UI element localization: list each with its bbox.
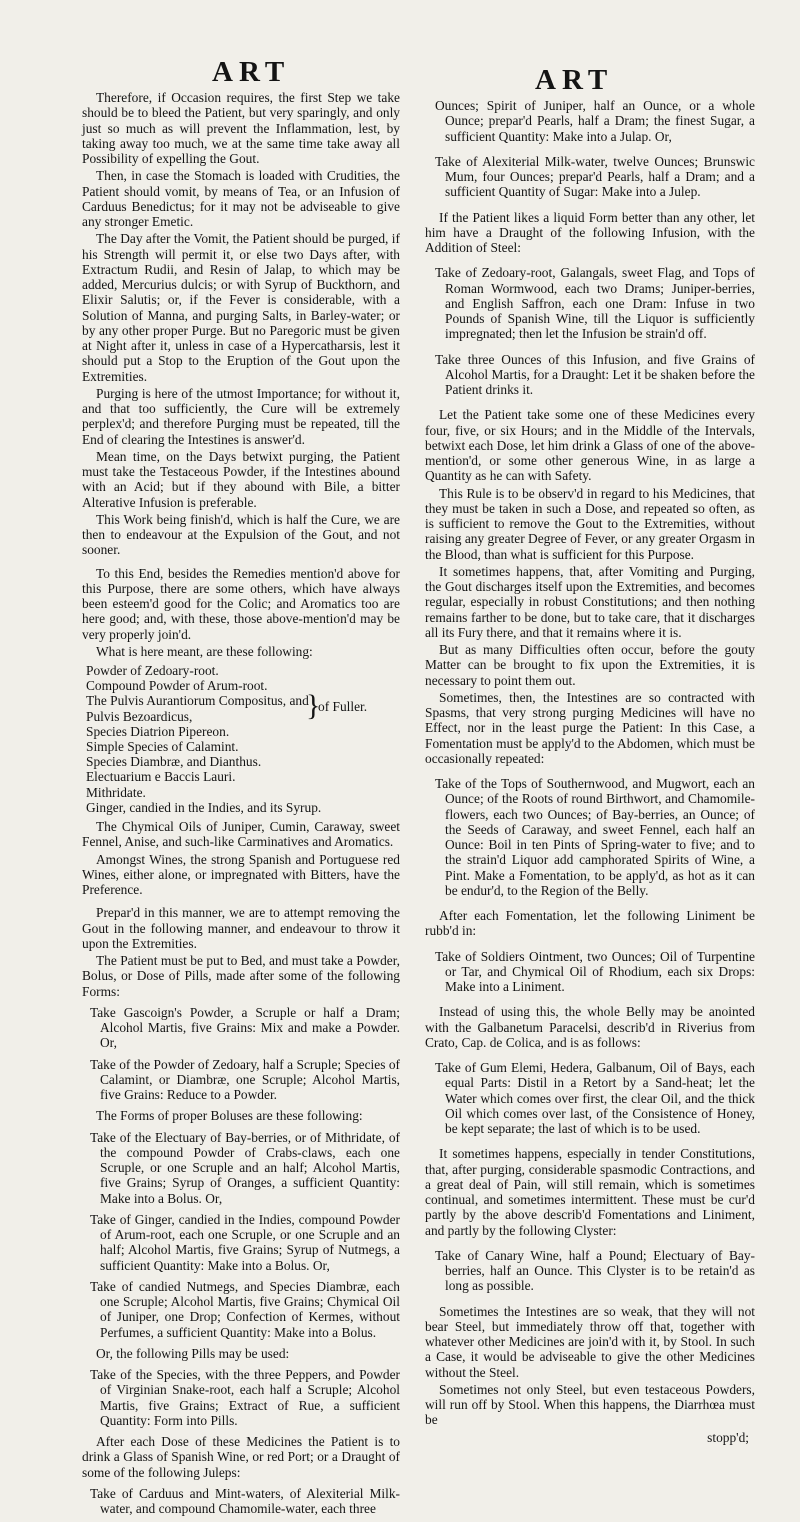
list-item: Mithridate. (86, 784, 146, 800)
prescription: Take of the Powder of Zedoary, half a Scruple; Species of Calamint, or Diambræ, one Scruple; Alcohol Martis, five Grains: Reduce to a Powder. (90, 1056, 400, 1103)
paragraph: Mean time, on the Days betwixt purging, the Patient must take the Testaceous Powder, if the Intestines abound with an Acid; but if they abound with Bile, a bitter Alterative Infusion is preferable. (82, 448, 400, 510)
list-item: Species Diatrion Pipereon. (86, 723, 230, 739)
right-column (425, 98, 755, 1445)
paragraph: Then, in case the Stomach is loaded with Crudities, the Patient should vomit, by means of Tea, or an Infusion of Carduus Benedictus; for it may not be adviseable to give any stronger Emetic. (82, 168, 400, 229)
paragraph: The Patient must be put to Bed, and must take a Powder, Bolus, or Dose of Pills, made after some of the following Forms: (82, 953, 400, 999)
prescription: Ounces; Spirit of Juniper, half an Ounce, or a whole Ounce; prepar'd Pearls, half a Dram; the finest Sugar, a sufficient Quantity: Make into a Julap. Or, (435, 98, 755, 144)
catchword: stopp'd; (707, 1429, 749, 1445)
paragraph: Sometimes, then, the Intestines are so contracted with Spasms, that very strong purging Medicines will have no Effect, nor in the least purge the Patient: In this Case, a Fomentation must be apply'd to the Abdomen, which must be occasionally repeated: (425, 689, 755, 766)
paragraph: After each Fomentation, let the following Liniment be rubb'd in: (425, 908, 755, 939)
prescription: Take of Canary Wine, half a Pound; Electuary of Bay-berries, half an Ounce. This Clyster is to be retain'd as long as possible. (435, 1247, 755, 1294)
fuller-attribution: of Fuller. (318, 699, 368, 715)
prescription: Take three Ounces of this Infusion, and five Grains of Alcohol Martis, for a Draught: Let it be shaken before the Patient drinks it. (435, 351, 755, 397)
paragraph: The Forms of proper Boluses are these following: (96, 1108, 363, 1124)
paragraph: This Work being finish'd, which is half the Cure, we are then to endeavour at the Expulsion of the Gout, and not sooner. (82, 511, 400, 558)
paragraph: But as many Difficulties often occur, before the gouty Matter can be brought to fix upon the Extremities, it is necessary to point them out. (425, 642, 755, 688)
prescription: Take Gascoign's Powder, a Scruple or half a Dram; Alcohol Martis, five Grains: Mix and make a Powder. Or, (90, 1004, 400, 1051)
fuller-group (86, 689, 400, 724)
paragraph: The Day after the Vomit, the Patient should be purged, if his Strength will permit it, or else two Days after, with Extractum Rudii, and Resin of Jalap, to which may be added, Mercurius dulcis; or with Syrup of Buckthorn, and Elixir Salutis; or, if the Fever is considerable, with a Solution of Manna, and purging Salts, in Barley-water; or by any other proper Purge. But no Paregoric must be given at Night after it, unless in case of a Hypercatharsis, lest it should put a Stop to the Eruption of the Gout upon the Extremities. (82, 231, 400, 384)
paragraph: Sometimes not only Steel, but even testaceous Powders, will run off by Stool. When this happens, the Diarrhœa must be (425, 1381, 755, 1428)
prescription: Take of Ginger, candied in the Indies, compound Powder of Arum-root, each one Scruple, or one Scruple and an half; Alcohol Martis, five Grains; Syrup of Nutmegs, a sufficient Quantity: Make into a Bolus. Or, (90, 1211, 400, 1273)
prescription: Take of Carduus and Mint-waters, of Alexiterial Milk-water, and compound Chamomile-water, each three (90, 1485, 400, 1517)
prescription: Take of Alexiterial Milk-water, twelve Ounces; Brunswic Mum, four Ounces; prepar'd Pearls, half a Dram; and a sufficient Quantity of Sugar: Make into a Julep. (435, 153, 755, 200)
prescription: Take of Zedoary-root, Galangals, sweet Flag, and Tops of Roman Wormwood, each two Drams; Juniper-berries, and English Saffron, each one Dram: Infuse in two Pounds of Spanish Wine, till the Liquor is sufficiently impregnated; then let the Infusion be strain'd off. (435, 265, 755, 342)
list-item: Pulvis Bezoardicus, (86, 708, 193, 724)
paragraph: Amongst Wines, the strong Spanish and Portuguese red Wines, either alone, or impregnated with Bitters, have the Preference. (82, 851, 400, 898)
paragraph: Purging is here of the utmost Importance; for without it, and that too sufficiently, the Cure will be extremely perplex'd; and therefore Purging must be repeated, till the End of clearing the Intestines is answer'd. (82, 385, 400, 447)
prescription: Take of the Species, with the three Peppers, and Powder of Virginian Snake-root, each half a Scruple; Alcohol Martis, five Grains; Extract of Rue, a sufficient Quantity: Form into Pills. (90, 1367, 400, 1428)
list-item: The Pulvis Aurantiorum Compositus, and (86, 693, 309, 709)
paragraph: It sometimes happens, especially in tender Constitutions, that, after purging, considerable spasmodic Contractions, and a great deal of Pain, will still remain, which is sometimes continual, and sometimes intermittent. These must be cur'd partly by the above describ'd Fomentations and Liniment, and partly by the following Clyster: (425, 1146, 755, 1238)
paragraph: What is here meant, are these following: (96, 643, 313, 659)
paragraph: Let the Patient take some one of these Medicines every four, five, or six Hours; and in the Middle of the Intervals, betwixt each Dose, let him drink a Glass of one of the above-mention'd, or some other generous Wine, in as large a Quantity as he can with Safety. (425, 407, 755, 484)
remedy-list (86, 663, 400, 815)
list-item: Simple Species of Calamint. (86, 739, 239, 755)
prescription: Take of Soldiers Ointment, two Ounces; Oil of Turpentine or Tar, and Chymical Oil of Rhodium, each six Drops: Make into a Liniment. (435, 948, 755, 994)
paragraph: Instead of using this, the whole Belly may be anointed with the Galbanetum Paracelsi, describ'd in Riverius from Crato, Cap. de Colica, and is as follows: (425, 1004, 755, 1050)
paragraph: If the Patient likes a liquid Form better than any other, let him have a Draught of the following Infusion, with the Addition of Steel: (425, 209, 755, 255)
paragraph: Prepar'd in this manner, we are to attempt removing the Gout in the following manner, and endeavour to throw it upon the Extremities. (82, 905, 400, 951)
paragraph: It sometimes happens, that, after Vomiting and Purging, the Gout discharges itself upon the Extremities, and becomes regular, especially in robust Constitutions; and then nothing remains farther to be done, but to take care, that it discharges all its Fury there, and that it remains where it is. (425, 563, 755, 640)
paragraph: After each Dose of these Medicines the Patient is to drink a Glass of Spanish Wine, or red Port; or a Draught of some of the following Juleps: (82, 1434, 400, 1480)
prescription: Take of the Electuary of Bay-berries, or of Mithridate, of the compound Powder of Crabs-claws, each one Scruple, or one Scruple and an half; Alcohol Martis, five Grains; Syrup of Oranges, a sufficient Quantity: Make into a Bolus. Or, (90, 1129, 400, 1206)
list-item: Ginger, candied in the Indies, and its Syrup. (86, 799, 322, 815)
paragraph: Sometimes the Intestines are so weak, that they will not bear Steel, but immediately throw off that, together with whatever other Medicines are join'd with it, by Stool. In such a Case, it would be adviseable to give the other Medicines without the Steel. (425, 1303, 755, 1380)
running-header-right: ART (535, 64, 614, 96)
list-item: Powder of Zedoary-root. (86, 663, 219, 678)
prescription: Take of candied Nutmegs, and Species Diambræ, each one Scruple; Alcohol Martis, five Grains; Chymical Oil of Juniper, one Drop; Confection of Kermes, without Perfumes, a sufficient Quantity: Make into a Bolus. (90, 1278, 400, 1340)
brace-glyph: } (306, 689, 321, 723)
paragraph: Or, the following Pills may be used: (96, 1345, 290, 1361)
paragraph: This Rule is to be observ'd in regard to his Medicines, that they must be taken in such a Dose, and repeated so often, as is sufficient to remove the Gout to the Extremities, without raising any greater Degree of Fever, or any greater Orgasm in the Blood, than what is sufficient for this Purpose. (425, 485, 755, 562)
list-item: Compound Powder of Arum-root. (86, 678, 268, 694)
paragraph: To this End, besides the Remedies mention'd above for this Purpose, there are some others, which have always been esteem'd good for the Colic; and Aromatics too are here good; and, with these, those above-mention'd may be very properly join'd. (82, 565, 400, 642)
list-item: Species Diambræ, and Dianthus. (86, 754, 262, 770)
prescription: Take of the Tops of Southernwood, and Mugwort, each an Ounce; of the Roots of round Birthwort, and Chamomile-flowers, each two Ounces; of Bay-berries, an Ounce; of the Seeds of Caraway, and sweet Fennel, each half an Ounce: Boil in ten Pints of Spring-water to five; and to the strain'd Liquor add camphorated Spirits of Wine, a Pint. Make a Fomentation, to be apply'd, as hot as it can be endur'd, to the Region of the Belly. (435, 776, 755, 898)
left-column (82, 90, 400, 1522)
prescription: Take of Gum Elemi, Hedera, Galbanum, Oil of Bays, each equal Parts: Distil in a Retort by a Sand-heat; let the Water which comes over first, the clear Oil, and the thick Oil which comes over last, of the Consistence of Honey, be kept separate; the last of which is to be used. (435, 1060, 755, 1136)
paragraph: The Chymical Oils of Juniper, Cumin, Caraway, sweet Fennel, Anise, and such-like Carminatives and Aromatics. (82, 819, 400, 850)
running-header-left: ART (212, 56, 291, 88)
list-item: Electuarium e Baccis Lauri. (86, 769, 236, 785)
paragraph: Therefore, if Occasion requires, the first Step we take should be to bleed the Patient, but very sparingly, and only just so much as will prevent the Inflammation, lest, by taking away too much, we at the same time take away all Possibility of expelling the Gout. (82, 90, 400, 166)
